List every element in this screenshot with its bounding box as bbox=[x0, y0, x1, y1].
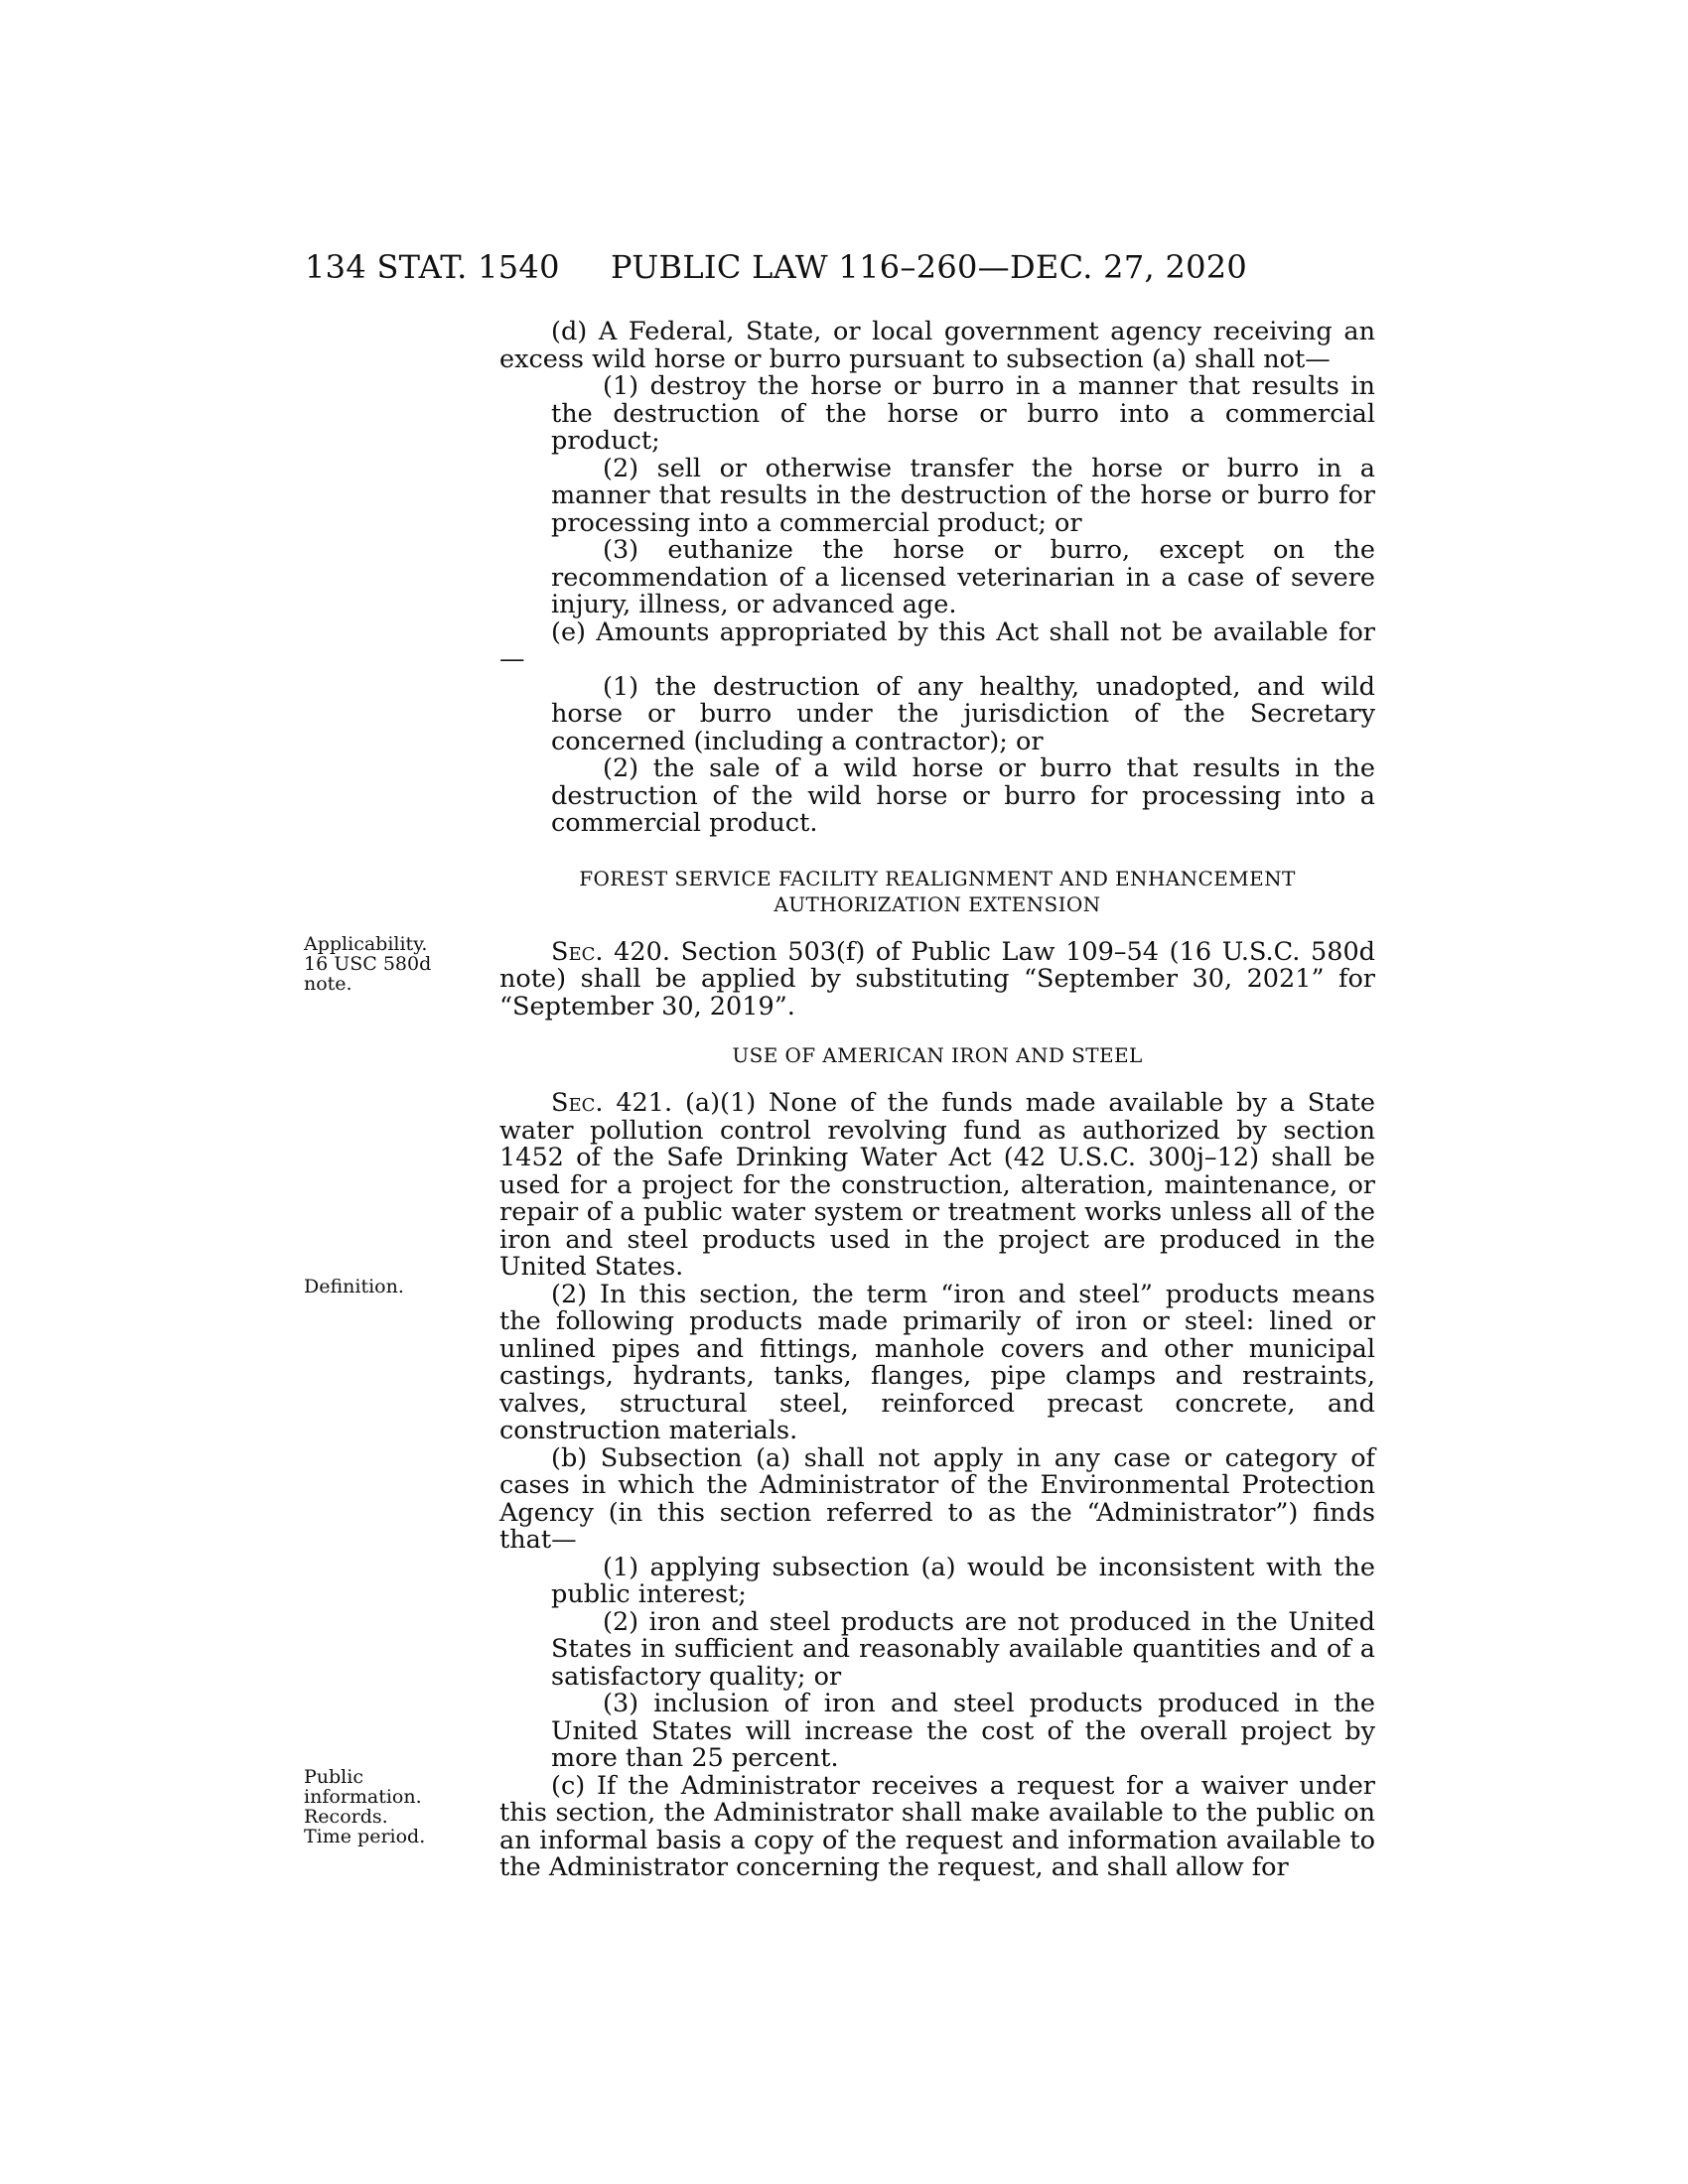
section-420-body: 420. Section 503(f) of Public Law 109–54 (16 U.S.C. 580d note) shall be applied by substituting “September 30, 2021” for “September 30, 2019”. bbox=[499, 936, 1375, 1022]
section-421-a2: (2) In this section, the term “iron and steel” products means the following products made primarily of iron or steel: lined or unlined pipes and fittings, manhole covers and other municipal castings, hydrants, tanks, flanges, pipe clamps and restraints, valves, structural steel, reinforced precast concrete, and construction materials. bbox=[499, 1279, 1375, 1445]
section-heading-420: FOREST SERVICE FACILITY REALIGNMENT AND ENHANCEMENT bbox=[579, 866, 1296, 890]
margin-note-line: 16 USC 580d bbox=[304, 953, 432, 975]
subsection-d-intro: (d) A Federal, State, or local government agency receiving an excess wild horse or burro pursuant to subsection (a) shall not— bbox=[499, 317, 1375, 374]
section-421-a1-body: 421. (a)(1) None of the funds made available by a State water pollution control revolving fund as authorized by section 1452 of the Safe Drinking Water Act (42 U.S.C. 300j–12) shall be used for a project for the construction, alteration, maintenance, or repair of a public water system or treatment works unless all of the iron and steel products used in the project are produced in the United States. bbox=[499, 1088, 1375, 1282]
margin-note-line: Definition. bbox=[304, 1276, 404, 1297]
subsection-d-item: (2) sell or otherwise transfer the horse or burro in a manner that results in the destruction of the horse or burro for processing into a commercial product; or bbox=[551, 453, 1375, 538]
section-420-text bbox=[499, 936, 1375, 1022]
subsection-d-item: (1) destroy the horse or burro in a manner that results in the destruction of the horse or burro into a commercial product; bbox=[551, 371, 1375, 456]
margin-note-line: Applicability. bbox=[304, 933, 428, 955]
section-421-a1 bbox=[499, 1090, 1375, 1282]
margin-note-line: information. bbox=[304, 1786, 422, 1808]
section-421-b-item: (2) iron and steel products are not produced in the United States in sufficient and reasonably available quantities and of a satisfactory quality; or bbox=[551, 1606, 1375, 1692]
section-421-b-item: (1) applying subsection (a) would be inconsistent with the public interest; bbox=[551, 1552, 1375, 1609]
section-label: Sec. bbox=[551, 936, 604, 967]
margin-note-line: Records. bbox=[304, 1806, 388, 1828]
margin-note-public-information bbox=[304, 1767, 443, 1846]
subsection-e-item: (1) the destruction of any healthy, unadopted, and wild horse or burro under the jurisdiction of the Secretary concerned (including a contractor); or bbox=[551, 671, 1375, 756]
section-label: Sec. bbox=[551, 1088, 604, 1118]
margin-note-line: note. bbox=[304, 973, 352, 995]
subsection-e-item: (2) the sale of a wild horse or burro that results in the destruction of the wild horse or burro for processing into a commercial product. bbox=[551, 753, 1375, 838]
section-heading-421: USE OF AMERICAN IRON AND STEEL bbox=[732, 1043, 1143, 1067]
margin-note-applicability bbox=[304, 934, 443, 994]
body-text bbox=[499, 319, 1375, 1882]
margin-note-line: Time period. bbox=[304, 1826, 426, 1847]
margin-note-line: Public bbox=[304, 1766, 363, 1788]
subsection-e-intro: (e) Amounts appropriated by this Act shall not be available for— bbox=[499, 616, 1375, 674]
section-421-c: (c) If the Administrator receives a request for a waiver under this section, the Administrator shall make available to the public on an informal basis a copy of the request and information available to the Administrator concerning the request, and shall allow for bbox=[499, 1770, 1375, 1882]
section-421-b-intro: (b) Subsection (a) shall not apply in any case or category of cases in which the Administrator of the Environmental Protection Agency (in this section referred to as the “Administrator”) finds that— bbox=[499, 1442, 1375, 1555]
section-heading-420-line2: AUTHORIZATION EXTENSION bbox=[774, 891, 1101, 916]
running-title: PUBLIC LAW 116–260—DEC. 27, 2020 bbox=[611, 248, 1248, 286]
section-421-b-item: (3) inclusion of iron and steel products produced in the United States will increase the cost of the overall project by more than 25 percent. bbox=[551, 1689, 1375, 1773]
margin-note-definition bbox=[304, 1277, 443, 1297]
page-reference: 134 STAT. 1540 bbox=[305, 248, 560, 286]
subsection-d-item: (3) euthanize the horse or burro, except on the recommendation of a licensed veterinarian in a case of severe injury, illness, or advanced age. bbox=[551, 535, 1375, 619]
